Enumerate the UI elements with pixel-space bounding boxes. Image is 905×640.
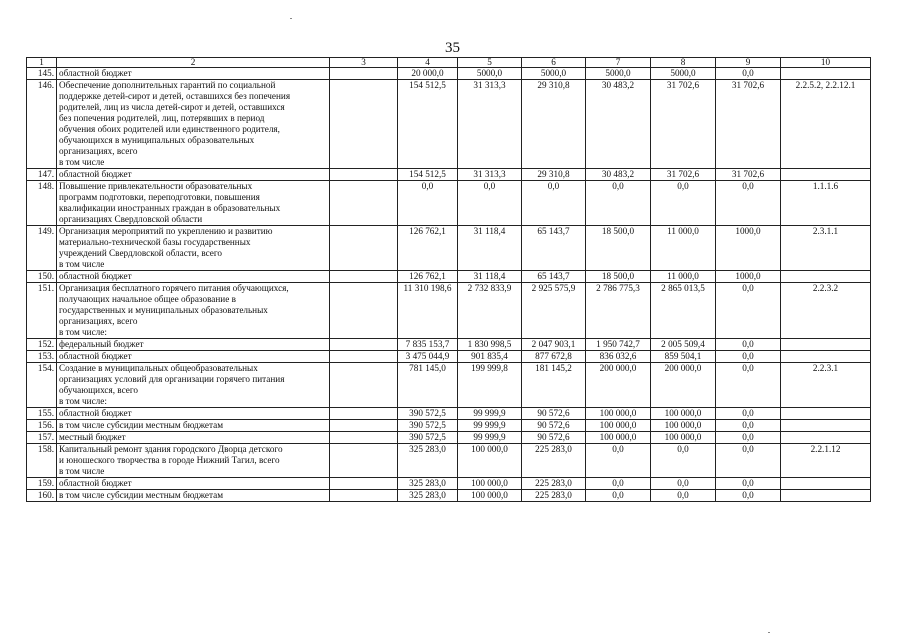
row-name-line: областной бюджет bbox=[59, 408, 132, 418]
cell-c6: 65 143,7 bbox=[522, 226, 586, 271]
table-row bbox=[27, 339, 871, 351]
cell-c7: 30 483,2 bbox=[586, 80, 651, 169]
row-number: 157. bbox=[27, 432, 57, 444]
cell-c10 bbox=[781, 351, 871, 363]
cell-c5: 2 732 833,9 bbox=[458, 283, 522, 339]
row-name-line: учреждений Свердловской области, всего bbox=[59, 248, 223, 258]
row-name bbox=[57, 420, 330, 432]
cell-c10 bbox=[781, 68, 871, 80]
row-name-line: родителей, лиц из числа детей-сирот и детей, оставшихся bbox=[59, 102, 285, 112]
row-name bbox=[57, 68, 330, 80]
cell-c7: 2 786 775,3 bbox=[586, 283, 651, 339]
cell-c10: 2.2.3.2 bbox=[781, 283, 871, 339]
row-number: 149. bbox=[27, 226, 57, 271]
cell-c8: 100 000,0 bbox=[651, 420, 716, 432]
row-name bbox=[57, 363, 330, 408]
table-row bbox=[27, 408, 871, 420]
row-name-line: программ подготовки, переподготовки, повышения bbox=[59, 192, 260, 202]
row-name-line: областной бюджет bbox=[59, 68, 132, 78]
row-number: 147. bbox=[27, 169, 57, 181]
cell-c10: 2.2.1.12 bbox=[781, 444, 871, 478]
row-name-line: областной бюджет bbox=[59, 271, 132, 281]
cell-c3 bbox=[330, 80, 398, 169]
row-name-line: Организация бесплатного горячего питания обучающихся, bbox=[59, 283, 289, 293]
table-row bbox=[27, 80, 871, 169]
cell-c3 bbox=[330, 408, 398, 420]
row-name bbox=[57, 283, 330, 339]
row-name-line: организациях, всего bbox=[59, 146, 138, 156]
cell-c6: 225 283,0 bbox=[522, 478, 586, 490]
row-name-line: поддержке детей-сирот и детей, оставшихся без попечения bbox=[59, 91, 291, 101]
cell-c6: 225 283,0 bbox=[522, 444, 586, 478]
cell-c9: 31 702,6 bbox=[716, 169, 781, 181]
cell-c9: 0,0 bbox=[716, 283, 781, 339]
cell-c8: 5000,0 bbox=[651, 68, 716, 80]
row-name-line: в том числе: bbox=[59, 396, 107, 406]
row-name-line: в том числе субсидии местным бюджетам bbox=[59, 490, 224, 500]
cell-c3 bbox=[330, 181, 398, 226]
row-name-line: обучающихся, всего bbox=[59, 385, 138, 395]
column-number: 6 bbox=[522, 58, 586, 68]
row-name bbox=[57, 444, 330, 478]
cell-c5: 31 313,3 bbox=[458, 80, 522, 169]
cell-c3 bbox=[330, 363, 398, 408]
row-number: 153. bbox=[27, 351, 57, 363]
cell-c7: 18 500,0 bbox=[586, 271, 651, 283]
row-name bbox=[57, 80, 330, 169]
cell-c7: 0,0 bbox=[586, 181, 651, 226]
cell-c7: 0,0 bbox=[586, 444, 651, 478]
cell-c5: 199 999,8 bbox=[458, 363, 522, 408]
cell-c9: 0,0 bbox=[716, 420, 781, 432]
cell-c6: 0,0 bbox=[522, 181, 586, 226]
cell-c4: 390 572,5 bbox=[398, 432, 458, 444]
column-number: 2 bbox=[57, 58, 330, 68]
cell-c9: 0,0 bbox=[716, 181, 781, 226]
cell-c8: 0,0 bbox=[651, 444, 716, 478]
row-number: 154. bbox=[27, 363, 57, 408]
row-name-line: организациях условий для организации горячего питания bbox=[59, 374, 285, 384]
row-name-line: в том числе: bbox=[59, 327, 107, 337]
row-name-line: областной бюджет bbox=[59, 478, 132, 488]
page-number: 35 bbox=[445, 40, 460, 56]
row-name-line: федеральный бюджет bbox=[59, 339, 144, 349]
row-name bbox=[57, 271, 330, 283]
cell-c4: 390 572,5 bbox=[398, 408, 458, 420]
column-number: 8 bbox=[651, 58, 716, 68]
row-name-line: в том числе bbox=[59, 466, 105, 476]
cell-c4: 126 762,1 bbox=[398, 226, 458, 271]
row-name-line: областной бюджет bbox=[59, 169, 132, 179]
cell-c10 bbox=[781, 408, 871, 420]
cell-c4: 3 475 044,9 bbox=[398, 351, 458, 363]
cell-c8: 31 702,6 bbox=[651, 80, 716, 169]
cell-c8: 2 865 013,5 bbox=[651, 283, 716, 339]
row-name-line: государственных и муниципальных образовательных bbox=[59, 305, 268, 315]
cell-c5: 31 118,4 bbox=[458, 226, 522, 271]
row-number: 152. bbox=[27, 339, 57, 351]
cell-c5: 100 000,0 bbox=[458, 444, 522, 478]
row-name-line: Капитальный ремонт здания городского Дворца детского bbox=[59, 444, 283, 454]
row-number: 155. bbox=[27, 408, 57, 420]
cell-c6: 5000,0 bbox=[522, 68, 586, 80]
cell-c7: 0,0 bbox=[586, 490, 651, 502]
cell-c4: 7 835 153,7 bbox=[398, 339, 458, 351]
cell-c9: 0,0 bbox=[716, 363, 781, 408]
row-number: 158. bbox=[27, 444, 57, 478]
cell-c7: 0,0 bbox=[586, 478, 651, 490]
cell-c8: 859 504,1 bbox=[651, 351, 716, 363]
cell-c10: 1.1.1.6 bbox=[781, 181, 871, 226]
cell-c8: 31 702,6 bbox=[651, 169, 716, 181]
row-name-line: в том числе bbox=[59, 157, 105, 167]
cell-c7: 100 000,0 bbox=[586, 432, 651, 444]
cell-c6: 181 145,2 bbox=[522, 363, 586, 408]
cell-c3 bbox=[330, 169, 398, 181]
row-name-line: Организация мероприятий по укреплению и развитию bbox=[59, 226, 273, 236]
cell-c9: 1000,0 bbox=[716, 271, 781, 283]
row-number: 156. bbox=[27, 420, 57, 432]
cell-c3 bbox=[330, 68, 398, 80]
cell-c10 bbox=[781, 420, 871, 432]
cell-c3 bbox=[330, 478, 398, 490]
table-row bbox=[27, 420, 871, 432]
cell-c6: 2 925 575,9 bbox=[522, 283, 586, 339]
cell-c4: 781 145,0 bbox=[398, 363, 458, 408]
cell-c6: 90 572,6 bbox=[522, 432, 586, 444]
cell-c10: 2.2.3.1 bbox=[781, 363, 871, 408]
table-row bbox=[27, 444, 871, 478]
cell-c9: 0,0 bbox=[716, 339, 781, 351]
row-name-line: местный бюджет bbox=[59, 432, 126, 442]
cell-c5: 31 313,3 bbox=[458, 169, 522, 181]
cell-c9: 0,0 bbox=[716, 490, 781, 502]
table-row bbox=[27, 351, 871, 363]
cell-c9: 0,0 bbox=[716, 444, 781, 478]
column-number: 7 bbox=[586, 58, 651, 68]
cell-c4: 325 283,0 bbox=[398, 490, 458, 502]
cell-c9: 0,0 bbox=[716, 351, 781, 363]
budget-table bbox=[26, 57, 871, 502]
cell-c6: 90 572,6 bbox=[522, 420, 586, 432]
row-name-line: получающих начальное общее образование в bbox=[59, 294, 236, 304]
column-number: 4 bbox=[398, 58, 458, 68]
cell-c10 bbox=[781, 432, 871, 444]
column-number: 9 bbox=[716, 58, 781, 68]
cell-c7: 100 000,0 bbox=[586, 408, 651, 420]
cell-c9: 0,0 bbox=[716, 478, 781, 490]
row-number: 148. bbox=[27, 181, 57, 226]
row-name-line: материально-технической базы государственных bbox=[59, 237, 251, 247]
row-name-line: без попечения родителей, лиц, потерявших в период bbox=[59, 113, 265, 123]
cell-c5: 99 999,9 bbox=[458, 420, 522, 432]
row-name-line: в том числе bbox=[59, 259, 105, 269]
cell-c6: 877 672,8 bbox=[522, 351, 586, 363]
cell-c4: 0,0 bbox=[398, 181, 458, 226]
row-number: 159. bbox=[27, 478, 57, 490]
cell-c9: 0,0 bbox=[716, 432, 781, 444]
cell-c4: 325 283,0 bbox=[398, 478, 458, 490]
cell-c3 bbox=[330, 420, 398, 432]
cell-c8: 0,0 bbox=[651, 490, 716, 502]
row-name-line: обучающихся в муниципальных образовательных bbox=[59, 135, 255, 145]
row-name-line: организациях, всего bbox=[59, 316, 138, 326]
cell-c5: 31 118,4 bbox=[458, 271, 522, 283]
cell-c10 bbox=[781, 490, 871, 502]
column-number: 10 bbox=[781, 58, 871, 68]
cell-c8: 0,0 bbox=[651, 478, 716, 490]
row-name bbox=[57, 478, 330, 490]
row-name bbox=[57, 226, 330, 271]
cell-c7: 30 483,2 bbox=[586, 169, 651, 181]
cell-c6: 29 310,8 bbox=[522, 169, 586, 181]
cell-c10 bbox=[781, 169, 871, 181]
row-name-line: Повышение привлекательности образовательных bbox=[59, 181, 253, 191]
cell-c3 bbox=[330, 271, 398, 283]
row-name bbox=[57, 169, 330, 181]
cell-c4: 126 762,1 bbox=[398, 271, 458, 283]
row-name bbox=[57, 490, 330, 502]
row-name-line: Создание в муниципальных общеобразовательных bbox=[59, 363, 258, 373]
scan-speck bbox=[768, 632, 770, 633]
table-row bbox=[27, 226, 871, 271]
cell-c5: 100 000,0 bbox=[458, 490, 522, 502]
cell-c3 bbox=[330, 339, 398, 351]
row-name bbox=[57, 181, 330, 226]
table-row bbox=[27, 490, 871, 502]
cell-c3 bbox=[330, 432, 398, 444]
cell-c7: 5000,0 bbox=[586, 68, 651, 80]
table-row bbox=[27, 432, 871, 444]
table-row bbox=[27, 181, 871, 226]
cell-c5: 0,0 bbox=[458, 181, 522, 226]
row-name bbox=[57, 408, 330, 420]
scan-speck bbox=[290, 18, 292, 19]
cell-c5: 5000,0 bbox=[458, 68, 522, 80]
cell-c4: 154 512,5 bbox=[398, 169, 458, 181]
table-row bbox=[27, 271, 871, 283]
row-name-line: в том числе субсидии местным бюджетам bbox=[59, 420, 224, 430]
cell-c6: 29 310,8 bbox=[522, 80, 586, 169]
cell-c4: 154 512,5 bbox=[398, 80, 458, 169]
row-name bbox=[57, 432, 330, 444]
cell-c3 bbox=[330, 351, 398, 363]
cell-c10 bbox=[781, 339, 871, 351]
column-number: 1 bbox=[27, 58, 57, 68]
row-number: 150. bbox=[27, 271, 57, 283]
row-number: 160. bbox=[27, 490, 57, 502]
cell-c5: 100 000,0 bbox=[458, 478, 522, 490]
row-name bbox=[57, 339, 330, 351]
cell-c4: 11 310 198,6 bbox=[398, 283, 458, 339]
table-row bbox=[27, 68, 871, 80]
table-row bbox=[27, 169, 871, 181]
cell-c7: 18 500,0 bbox=[586, 226, 651, 271]
row-name-line: организациях Свердловской области bbox=[59, 214, 203, 224]
cell-c4: 20 000,0 bbox=[398, 68, 458, 80]
cell-c8: 0,0 bbox=[651, 181, 716, 226]
cell-c5: 99 999,9 bbox=[458, 408, 522, 420]
cell-c8: 100 000,0 bbox=[651, 408, 716, 420]
cell-c10 bbox=[781, 271, 871, 283]
column-number-header bbox=[27, 58, 871, 68]
row-name-line: обучения обоих родителей или единственного родителя, bbox=[59, 124, 280, 134]
row-number: 145. bbox=[27, 68, 57, 80]
cell-c3 bbox=[330, 444, 398, 478]
table-row bbox=[27, 283, 871, 339]
cell-c9: 1000,0 bbox=[716, 226, 781, 271]
column-number: 3 bbox=[330, 58, 398, 68]
table-row bbox=[27, 363, 871, 408]
cell-c9: 31 702,6 bbox=[716, 80, 781, 169]
cell-c10: 2.3.1.1 bbox=[781, 226, 871, 271]
cell-c8: 200 000,0 bbox=[651, 363, 716, 408]
cell-c10 bbox=[781, 478, 871, 490]
cell-c7: 100 000,0 bbox=[586, 420, 651, 432]
row-name-line: Обеспечение дополнительных гарантий по социальной bbox=[59, 80, 276, 90]
table-row bbox=[27, 478, 871, 490]
cell-c8: 11 000,0 bbox=[651, 271, 716, 283]
cell-c5: 99 999,9 bbox=[458, 432, 522, 444]
cell-c3 bbox=[330, 283, 398, 339]
cell-c6: 65 143,7 bbox=[522, 271, 586, 283]
cell-c8: 100 000,0 bbox=[651, 432, 716, 444]
cell-c10: 2.2.5.2, 2.2.12.1 bbox=[781, 80, 871, 169]
cell-c6: 225 283,0 bbox=[522, 490, 586, 502]
cell-c8: 2 005 509,4 bbox=[651, 339, 716, 351]
cell-c6: 2 047 903,1 bbox=[522, 339, 586, 351]
cell-c7: 1 950 742,7 bbox=[586, 339, 651, 351]
cell-c6: 90 572,6 bbox=[522, 408, 586, 420]
cell-c4: 325 283,0 bbox=[398, 444, 458, 478]
cell-c5: 901 835,4 bbox=[458, 351, 522, 363]
cell-c7: 836 032,6 bbox=[586, 351, 651, 363]
row-number: 146. bbox=[27, 80, 57, 169]
cell-c4: 390 572,5 bbox=[398, 420, 458, 432]
cell-c3 bbox=[330, 490, 398, 502]
column-number: 5 bbox=[458, 58, 522, 68]
cell-c5: 1 830 998,5 bbox=[458, 339, 522, 351]
cell-c9: 0,0 bbox=[716, 68, 781, 80]
row-name-line: квалификации иностранных граждан в образовательных bbox=[59, 203, 281, 213]
cell-c9: 0,0 bbox=[716, 408, 781, 420]
cell-c8: 11 000,0 bbox=[651, 226, 716, 271]
cell-c3 bbox=[330, 226, 398, 271]
row-number: 151. bbox=[27, 283, 57, 339]
cell-c7: 200 000,0 bbox=[586, 363, 651, 408]
row-name bbox=[57, 351, 330, 363]
row-name-line: и юношеского творчества в городе Нижний Тагил, всего bbox=[59, 455, 280, 465]
row-name-line: областной бюджет bbox=[59, 351, 132, 361]
